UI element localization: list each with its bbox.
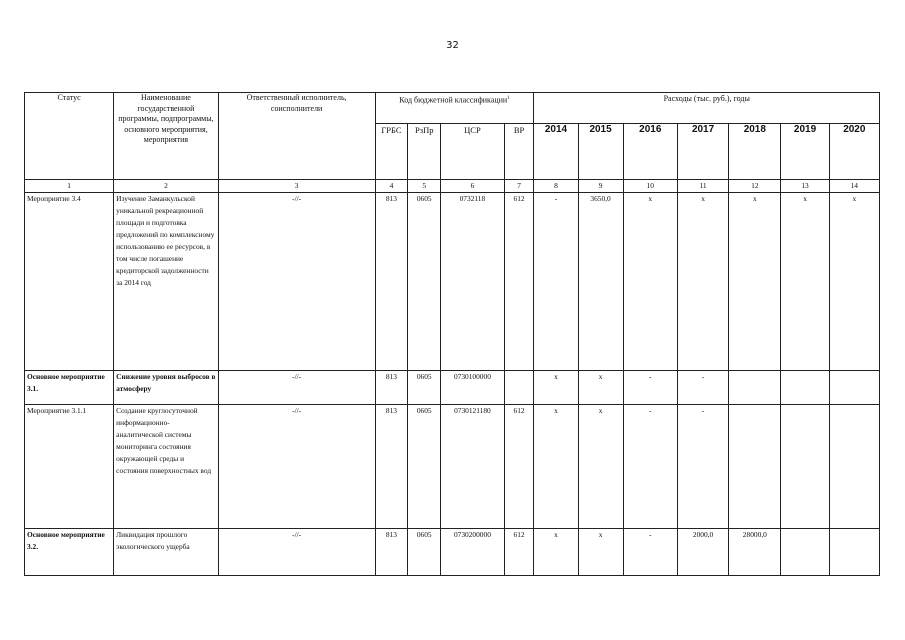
row-value-2020: х (829, 193, 879, 371)
row-responsible: -//- (218, 371, 375, 405)
table-row (25, 529, 880, 576)
row-value-2015: х (578, 371, 623, 405)
row-vr: 612 (504, 193, 534, 371)
column-number: 14 (829, 180, 879, 193)
header-year: 2020 (829, 124, 879, 180)
row-csr: 0732118 (441, 193, 505, 371)
row-value-2017: - (677, 371, 728, 405)
row-value-2018 (729, 405, 781, 529)
budget-expenses-table (24, 92, 880, 576)
row-rzpr: 0605 (408, 405, 441, 529)
column-number: 11 (677, 180, 728, 193)
row-value-2016: - (623, 371, 677, 405)
row-vr: 612 (504, 529, 534, 576)
row-value-2019 (781, 405, 829, 529)
column-number: 10 (623, 180, 677, 193)
page-number: 32 (446, 40, 459, 51)
column-number: 7 (504, 180, 534, 193)
row-value-2014: - (534, 193, 578, 371)
row-value-2020 (829, 371, 879, 405)
table-row (25, 405, 880, 529)
header-expenses: Расходы (тыс. руб.), годы (534, 93, 880, 124)
row-status: Мероприятие 3.1.1 (25, 405, 114, 529)
header-budget-code-title: Код бюджетной классификации (399, 95, 508, 105)
column-number: 8 (534, 180, 578, 193)
row-value-2018: х (729, 193, 781, 371)
row-name: Изучение Заманкульской уникальной рекреационной площади и подготовка предложений по комплексному использованию ее ресурсов, в том числе погашение кредиторской задолженности за 2014 год (114, 193, 219, 371)
column-number: 4 (375, 180, 408, 193)
header-code-vr: ВР (504, 124, 534, 180)
column-number: 3 (218, 180, 375, 193)
column-number: 2 (114, 180, 219, 193)
row-vr: 612 (504, 405, 534, 529)
row-value-2015: 3650,0 (578, 193, 623, 371)
column-number: 6 (441, 180, 505, 193)
row-status: Основное мероприятие 3.1. (25, 371, 114, 405)
header-budget-code-footnote: 1 (507, 96, 510, 101)
header-year: 2019 (781, 124, 829, 180)
row-value-2018: 28000,0 (729, 529, 781, 576)
header-year: 2017 (677, 124, 728, 180)
table-row (25, 371, 880, 405)
column-number: 5 (408, 180, 441, 193)
column-number: 9 (578, 180, 623, 193)
row-value-2018 (729, 371, 781, 405)
header-name: Наименование государственной программы, подпрограммы, основного мероприятия, мероприятия (114, 93, 219, 180)
row-responsible: -//- (218, 193, 375, 371)
column-number: 1 (25, 180, 114, 193)
row-value-2016: х (623, 193, 677, 371)
row-responsible: -//- (218, 405, 375, 529)
row-rzpr: 0605 (408, 529, 441, 576)
row-grbs: 813 (375, 193, 408, 371)
row-rzpr: 0605 (408, 371, 441, 405)
row-value-2014: х (534, 529, 578, 576)
row-grbs: 813 (375, 371, 408, 405)
row-rzpr: 0605 (408, 193, 441, 371)
header-year: 2014 (534, 124, 578, 180)
row-grbs: 813 (375, 529, 408, 576)
header-year: 2016 (623, 124, 677, 180)
row-value-2015: х (578, 405, 623, 529)
header-code-csr: ЦСР (441, 124, 505, 180)
header-responsible: Ответственный исполнитель, соисполнители (218, 93, 375, 180)
row-status: Основное мероприятие 3.2. (25, 529, 114, 576)
row-value-2020 (829, 529, 879, 576)
row-responsible: -//- (218, 529, 375, 576)
header-status: Статус (25, 93, 114, 180)
row-name: Снижение уровня выбросов в атмосферу (114, 371, 219, 405)
header-code-rzpr: РзПр (408, 124, 441, 180)
row-value-2017: - (677, 405, 728, 529)
row-value-2017: 2000,0 (677, 529, 728, 576)
row-grbs: 813 (375, 405, 408, 529)
row-csr: 0730121180 (441, 405, 505, 529)
column-number: 13 (781, 180, 829, 193)
row-name: Создание круглосуточной информационно-аналитической системы мониторинга состояния окружающей среды и состояния поверхностных вод (114, 405, 219, 529)
row-value-2014: х (534, 371, 578, 405)
row-status: Мероприятие 3.4 (25, 193, 114, 371)
row-value-2019 (781, 529, 829, 576)
row-value-2019: х (781, 193, 829, 371)
row-value-2020 (829, 405, 879, 529)
row-csr: 0730200000 (441, 529, 505, 576)
row-value-2016: - (623, 405, 677, 529)
header-budget-code (375, 93, 534, 124)
table-row (25, 193, 880, 371)
header-year: 2018 (729, 124, 781, 180)
row-value-2014: х (534, 405, 578, 529)
row-value-2016: - (623, 529, 677, 576)
row-value-2015: х (578, 529, 623, 576)
header-year: 2015 (578, 124, 623, 180)
row-name: Ликвидация прошлого экологического ущерба (114, 529, 219, 576)
header-code-grbs: ГРБС (375, 124, 408, 180)
column-number: 12 (729, 180, 781, 193)
row-vr (504, 371, 534, 405)
row-csr: 0730100000 (441, 371, 505, 405)
row-value-2017: х (677, 193, 728, 371)
row-value-2019 (781, 371, 829, 405)
